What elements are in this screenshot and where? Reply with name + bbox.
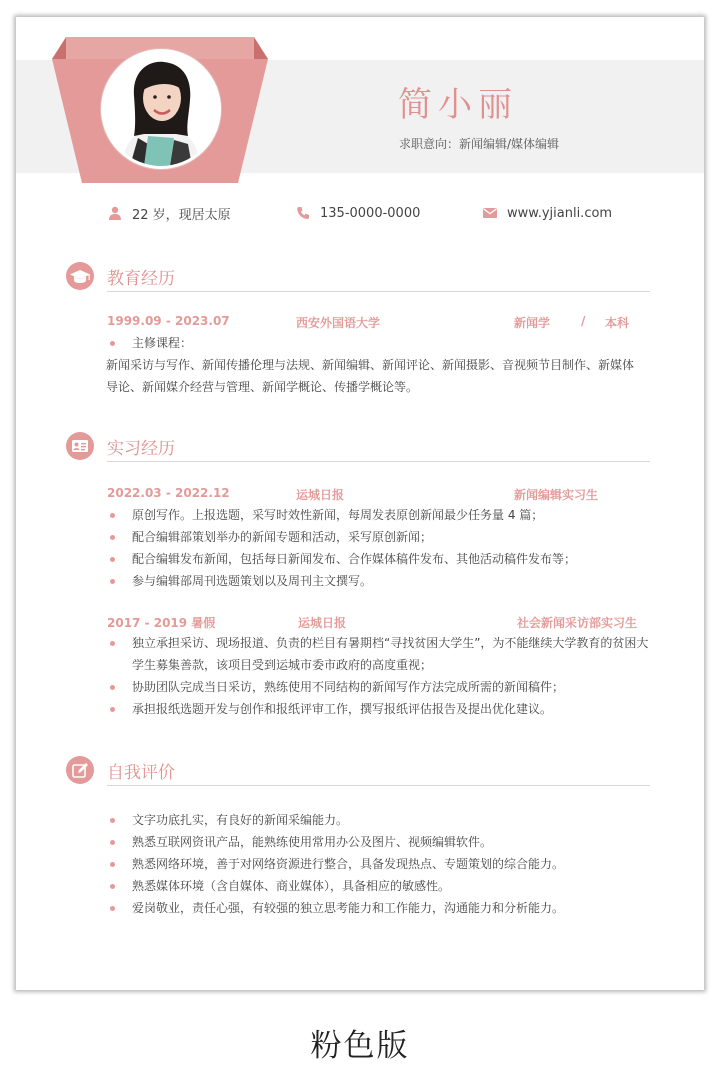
resume-page <box>16 17 704 990</box>
education-major: 新闻学 <box>514 316 551 330</box>
job-role: 新闻编辑实习生 <box>514 488 599 502</box>
section-divider <box>107 461 650 462</box>
job-company: 运城日报 <box>296 488 345 502</box>
list-item: 配合编辑发布新闻，包括每日新闻发布、合作媒体稿件发布、其他活动稿件发布等； <box>106 548 650 570</box>
id-card-icon <box>66 432 94 460</box>
section-education-header <box>66 262 650 292</box>
section-internship-header <box>66 432 650 462</box>
phone-text: 135-0000-0000 <box>320 205 421 221</box>
section-divider <box>107 291 650 292</box>
list-item: 熟悉媒体环境（含自媒体、商业媒体），具备相应的敏感性。 <box>106 875 650 897</box>
section-title: 教育经历 <box>107 269 175 289</box>
job-duties-list <box>106 632 650 720</box>
list-item: 参与编辑部周刊选题策划以及周刊主文撰写。 <box>106 570 650 592</box>
graduation-cap-icon <box>66 262 94 290</box>
pencil-icon <box>66 756 94 784</box>
section-title: 实习经历 <box>107 439 175 459</box>
avatar <box>101 49 221 169</box>
courses-line: 新闻采访与写作、新闻传播伦理与法规、新闻编辑、新闻评论、新闻摄影、音视频节目制作、新媒体 <box>106 358 635 372</box>
education-separator: / <box>581 314 586 328</box>
courses-text <box>106 354 650 398</box>
candidate-name: 简小丽 <box>398 85 518 125</box>
person-icon <box>108 206 122 220</box>
list-item: 原创写作。上报选题，采写时效性新闻，每周发表原创新闻最少任务量 4 篇； <box>106 504 650 526</box>
job-duties-list <box>106 504 650 592</box>
list-item: 协助团队完成当日采访，熟练使用不同结构的新闻写作方法完成所需的新闻稿件； <box>106 676 650 698</box>
avatar-portrait-icon <box>104 52 218 166</box>
education-degree: 本科 <box>605 316 630 330</box>
list-item: 主修课程： <box>106 332 650 354</box>
courses-list <box>106 332 650 354</box>
job-period: 2017 - 2019 暑假 <box>107 616 216 630</box>
contact-phone <box>296 203 420 223</box>
job-entry-header <box>107 486 651 504</box>
job-role: 社会新闻采访部实习生 <box>517 616 638 630</box>
list-item: 熟悉互联网资讯产品，能熟练使用常用办公及图片、视频编辑软件。 <box>106 831 650 853</box>
job-company: 运城日报 <box>298 616 347 630</box>
section-self-eval-header <box>66 756 650 786</box>
list-item: 承担报纸选题开发与创作和报纸评审工作，撰写报纸评估报告及提出优化建议。 <box>106 698 650 720</box>
education-period: 1999.09 - 2023.07 <box>107 314 230 328</box>
self-eval-list <box>106 809 650 919</box>
contact-age <box>108 203 231 223</box>
list-item: 独立承担采访、现场报道、负责的栏目有暑期档“寻找贫困大学生”，为不能继续大学教育的贫困大学生募集善款，该项目受到运城市委市政府的高度重视； <box>106 632 650 676</box>
courses-line: 导论、新闻媒介经营与管理、新闻学概论、传播学概论等。 <box>106 380 419 394</box>
mail-icon <box>483 207 497 219</box>
job-entry-header <box>107 614 651 632</box>
website-text[interactable]: www.yjianli.com <box>507 205 613 221</box>
contact-web <box>483 203 612 223</box>
list-item: 配合编辑部策划举办的新闻专题和活动，采写原创新闻； <box>106 526 650 548</box>
section-title: 自我评价 <box>107 763 175 783</box>
job-intent <box>399 135 559 152</box>
list-item: 熟悉网络环境，善于对网络资源进行整合，具备发现热点、专题策划的综合能力。 <box>106 853 650 875</box>
phone-icon <box>296 206 310 220</box>
education-school: 西安外国语大学 <box>296 316 381 330</box>
version-caption: 粉色版 <box>310 1028 410 1064</box>
job-intent-label: 求职意向： <box>399 137 460 151</box>
job-period: 2022.03 - 2022.12 <box>107 486 230 500</box>
list-item: 文字功底扎实，有良好的新闻采编能力。 <box>106 809 650 831</box>
job-intent-value: 新闻编辑/媒体编辑 <box>459 137 560 151</box>
age-location-text: 22 岁，现居太原 <box>132 207 231 223</box>
section-divider <box>107 785 650 786</box>
education-entry-header <box>107 314 651 332</box>
list-item: 爱岗敬业，责任心强，有较强的独立思考能力和工作能力，沟通能力和分析能力。 <box>106 897 650 919</box>
